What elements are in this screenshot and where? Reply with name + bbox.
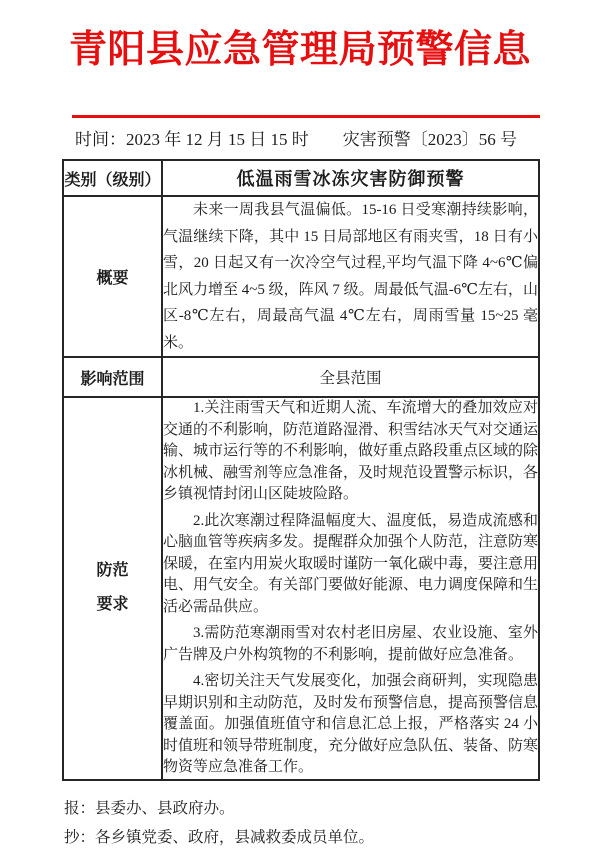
copy-line: 抄：各乡镇党委、政府，县减救委成员单位。: [64, 828, 375, 846]
page-title: 青阳县应急管理局预警信息: [68, 29, 531, 71]
issue-time: 时间：2023 年 12 月 15 日 15 时: [75, 130, 309, 149]
summary-label: 概要: [63, 196, 162, 357]
table-row-summary: [63, 196, 539, 357]
measures-paragraph-1: 1.关注雨雪天气和近期人流、车流增大的叠加效应对交通的不利影响，防范道路湿滑、积雪结冰天气对交通运输、城市运行等的不利影响，做好重点路段重点区域的除冰机械、融雪剂等应急准备，及时规范设置警示标识，各乡镇视情封闭山区陡坡险路。: [163, 400, 539, 502]
table-row-category: [63, 160, 539, 196]
measures-label: [63, 397, 162, 780]
scope-label: 影响范围: [63, 357, 162, 397]
measures-paragraph-3: 3.需防范寒潮雨雪对农村老旧房屋、农业设施、室外广告牌及户外构筑物的不利影响，提前做好应急准备。: [163, 625, 538, 663]
meta-row: [75, 129, 600, 151]
measures-paragraph-4: 4.密切关注天气发展变化，加强会商研判，实现隐患早期识别和主动防范，及时发布预警信息，提高预警信息覆盖面。加强值班值守和信息汇总上报，严格落实 24 小时值班和领导带班制度，充分做好应急队伍、装备、防寒物资等应急准备工作。: [163, 673, 539, 775]
measures-content: [162, 397, 539, 780]
table-row-scope: [63, 357, 539, 397]
category-label: 类别（级别）: [63, 160, 162, 196]
measures-paragraph-2: 2.此次寒潮过程降温幅度大、温度低，易造成流感和心脑血管等疾病多发。提醒群众加强个人防范，注意防寒保暖，在室内用炭火取暖时谨防一氧化碳中毒，要注意用电、用气安全。有关部门要做好能源、电力调度保障和生活必需品供应。: [163, 512, 539, 615]
warning-info-table: [62, 159, 540, 781]
document-page: [0, 22, 600, 849]
summary-paragraph: 未来一周我县气温偏低。15-16 日受寒潮持续影响，气温继续下降，其中 15 日局部地区有雨夹雪，18 日有小雪，20 日起又有一次冷空气过程,平均气温下降 4~6℃偏北风力增至 4~5 级，阵风 7 级。周最低气温-6℃左右，山区-8℃左右，周最高气温 4℃左右，周雨雪量 15~25 毫米。: [163, 202, 538, 351]
title-divider-rule: [72, 115, 540, 118]
table-row-measures: [63, 397, 539, 780]
measures-label-text: 防范要求: [96, 562, 129, 614]
doc-number: 灾害预警〔2023〕56 号: [342, 130, 517, 149]
distribution-footer: [64, 794, 600, 852]
summary-content: [162, 196, 539, 357]
warning-type-value: 低温雨雪冰冻灾害防御预警: [162, 160, 539, 196]
scope-value: 全县范围: [162, 357, 539, 397]
report-line: 报：县委办、县政府办。: [64, 799, 235, 817]
